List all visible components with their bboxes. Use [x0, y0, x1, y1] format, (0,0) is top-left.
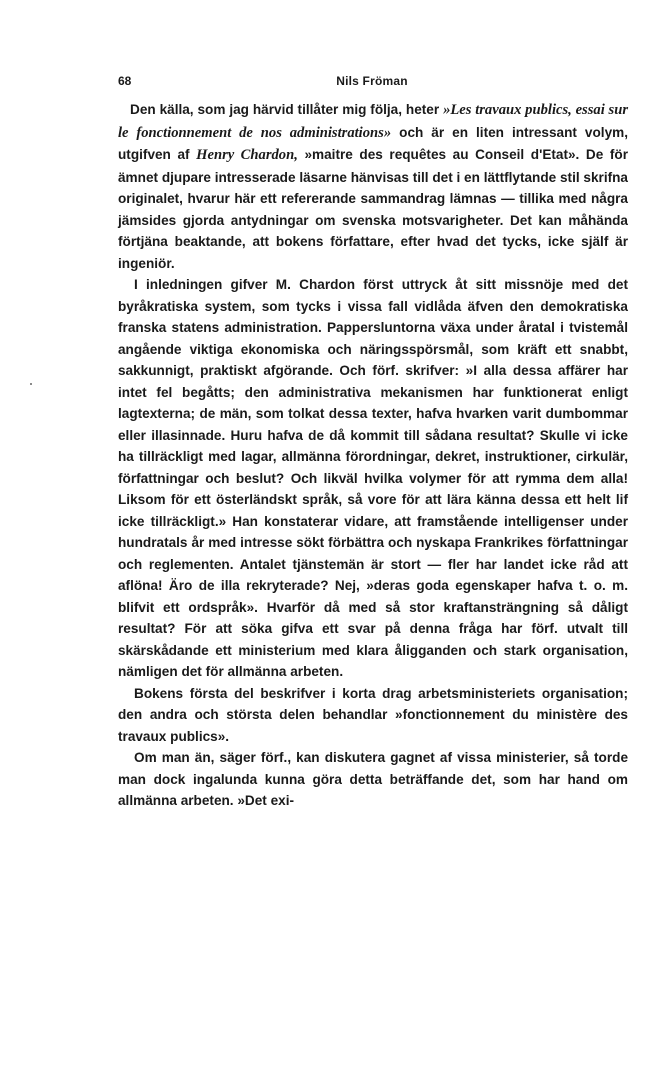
page-header [118, 74, 626, 94]
running-head: Nils Fröman [336, 74, 408, 88]
paragraph-1-middle: och är en liten intressant volym, utgifven af [118, 124, 628, 162]
page-number: 68 [118, 74, 132, 88]
print-speck [30, 383, 32, 385]
paragraph-2: I inledningen gifver M. Chardon först uttryck åt sitt missnöje med det byråkratiska system, som tycks i vissa fall vidlåda äfven den demokratiska franska statens administration. Pappersluntorna växa under åratal i tvistemål angående viktiga ekonomiska och näringsspörsmål, som kräft ett snabbt, sakkunnigt, praktiskt afgörande. Och förf. skrifver: »I alla dessa affärer har intet fel begåtts; den administrativa mekanismen har funktionerat enligt lagtexterna; de män, som tolkat dessa texter, hafva hvarken varit dumbommar eller illasinnade. Huru hafva de då kommit till sådana resultat? Skulle vi icke ha tillräckligt med lagar, allmänna förordningar, dekret, instruktioner, cirkulär, författningar och beslut? Och likväl hvilka volymer för att rymma dem alla! Liksom för ett österländskt språk, så vore för att lära känna dessa ett helt lif icke tillräckligt.» Han konstaterar vidare, att framstående intelligenser under hundratals år med intresse sökt förbättra och nyskapa Frankrikes författningar och reglementen. Antalet tjänstemän är stort — fler har landet icke råd att aflöna! Äro de illa rekryterade? Nej, »deras goda egenskaper hafva t. o. m. blifvit ett ordspråk». Hvarför då med så stor kraftansträngning så dåligt resultat? För att söka gifva ett svar på denna fråga har förf. utvalt till skärskådande ett ministerium med klara åligganden och stark organisation, nämligen det för allmänna arbeten. [118, 277, 628, 679]
paragraph-1 [118, 99, 628, 274]
paragraph-4: Om man än, säger förf., kan diskutera gagnet af vissa ministerier, så torde man dock ingalunda kunna göra detta beträffande det, som har hand om allmänna arbeten. »Det exi- [118, 750, 628, 808]
paragraph-1-lead: Den källa, som jag härvid tillåter mig följa, heter [130, 102, 444, 117]
paragraph-1-tail: »maitre des requêtes au Conseil d'Etat». De för ämnet djupare intresserade läsarne hänvisas till det i en lättflytande stil skrifna originalet, hvarur här ett refererande sammandrag lämnas — tillika med några jämsides gjorda antydningar om svenska motsvarigheter. Det kan måhända förtjäna beaktande, att bokens författare, efter hvad det tycks, icke själf är ingeniör. [118, 147, 628, 271]
author-name-italic: Henry Chardon, [196, 147, 298, 163]
body-text [118, 99, 628, 812]
book-title-italic: »Les travaux publics, essai sur le fonctionnement de nos administrations» [118, 102, 629, 141]
paragraph-3: Bokens första del beskrifver i korta drag arbetsministeriets organisation; den andra och största delen behandlar »fonctionnement du ministère des travaux publics». [118, 685, 628, 744]
